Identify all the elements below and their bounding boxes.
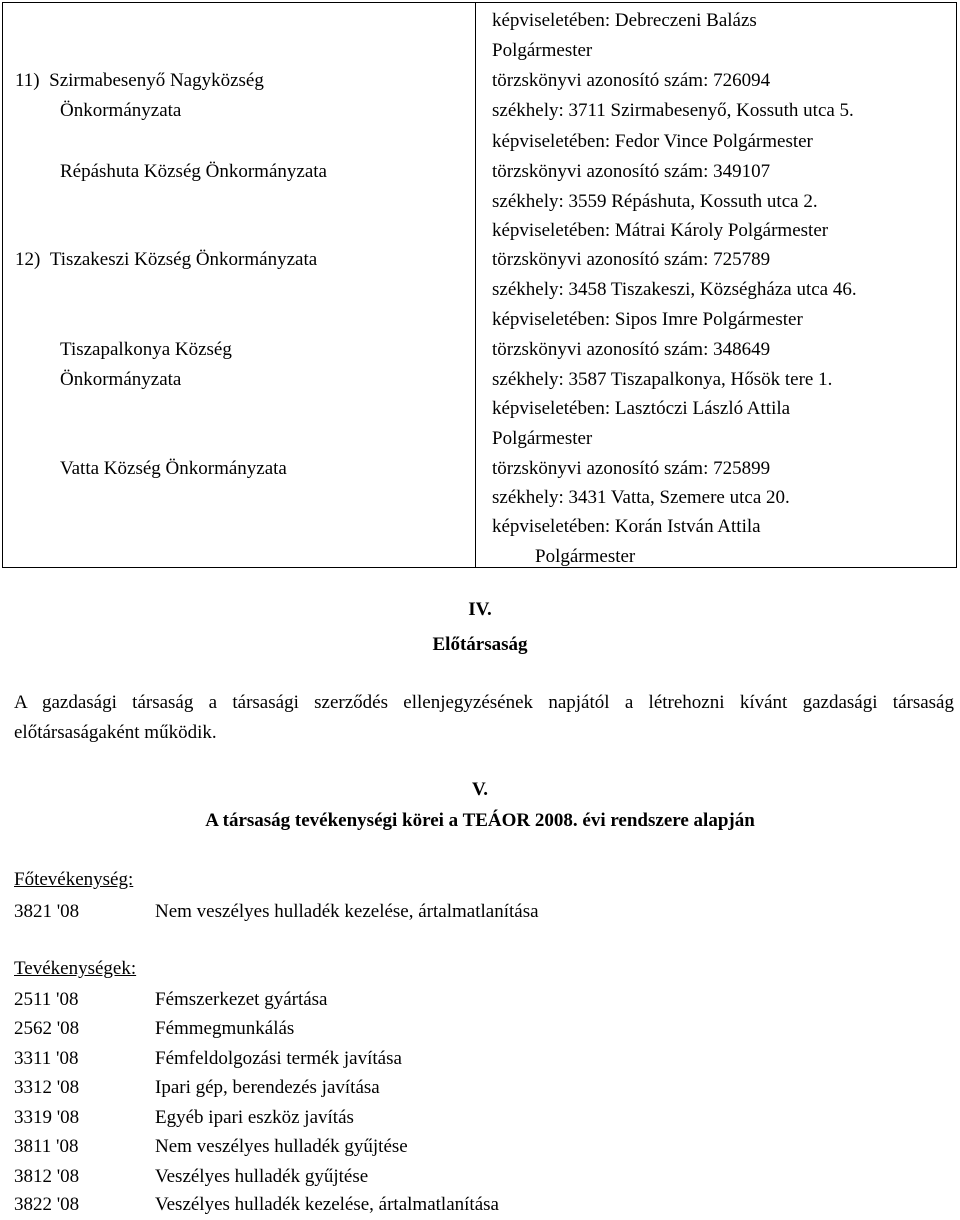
member-name-line: Önkormányzata xyxy=(60,100,182,121)
activity-code: 3812 '08 xyxy=(14,1166,80,1187)
activity-code: 3822 '08 xyxy=(14,1194,80,1215)
detail-line: törzskönyvi azonosító szám: 348649 xyxy=(492,339,771,360)
activity-code: 3311 '08 xyxy=(14,1048,79,1069)
activity-code: 2511 '08 xyxy=(14,989,79,1010)
detail-line: Polgármester xyxy=(492,40,593,61)
members-details-cell xyxy=(476,3,957,568)
detail-line: székhely: 3458 Tiszakeszi, Községháza utca 46. xyxy=(492,279,857,300)
activity-row xyxy=(14,1014,294,1043)
detail-line: képviseletében: Debreczeni Balázs xyxy=(492,10,757,31)
detail-line: törzskönyvi azonosító szám: 725789 xyxy=(492,249,771,270)
member-name-line: Önkormányzata xyxy=(60,369,182,390)
detail-line: székhely: 3587 Tiszapalkonya, Hősök tere 1. xyxy=(492,369,833,390)
detail-line: törzskönyvi azonosító szám: 349107 xyxy=(492,161,771,182)
member-name-line: Vatta Község Önkormányzata xyxy=(60,458,287,479)
activity-code: 3821 '08 xyxy=(14,901,80,922)
main-activity-heading: Főtevékenység: xyxy=(14,869,134,890)
activity-row xyxy=(14,1073,380,1102)
detail-line: Polgármester xyxy=(535,546,636,567)
detail-line: székhely: 3711 Szirmabesenyő, Kossuth utca 5. xyxy=(492,100,854,121)
section-iv-title: Előtársaság xyxy=(432,634,528,655)
detail-line: törzskönyvi azonosító szám: 725899 xyxy=(492,458,771,479)
activity-code: 3811 '08 xyxy=(14,1136,79,1157)
activity-row xyxy=(14,1132,408,1161)
section-v-number: V. xyxy=(471,779,489,800)
activity-row xyxy=(14,1103,354,1132)
activity-row xyxy=(14,1044,402,1073)
detail-line: székhely: 3559 Répáshuta, Kossuth utca 2. xyxy=(492,191,818,212)
activity-code: 2562 '08 xyxy=(14,1018,80,1039)
activity-name: Fémfeldolgozási termék javítása xyxy=(155,1048,402,1069)
main-activity-row xyxy=(14,897,539,926)
activity-name: Fémszerkezet gyártása xyxy=(155,989,328,1010)
activities-heading: Tevékenységek: xyxy=(14,958,137,979)
detail-line: képviseletében: Fedor Vince Polgármester xyxy=(492,131,813,152)
activity-row xyxy=(14,985,328,1014)
member-name-line: 11) Szirmabesenyő Nagyközség xyxy=(15,70,264,91)
activity-name: Veszélyes hulladék gyűjtése xyxy=(155,1166,369,1187)
activity-name: Ipari gép, berendezés javítása xyxy=(155,1077,380,1098)
activity-code: 3312 '08 xyxy=(14,1077,80,1098)
members-names-cell xyxy=(3,3,476,568)
detail-line: képviseletében: Sipos Imre Polgármester xyxy=(492,309,803,330)
section-v-title: A társaság tevékenységi körei a TEÁOR 2008. évi rendszere alapján xyxy=(205,810,755,831)
activity-name: Egyéb ipari eszköz javítás xyxy=(155,1107,354,1128)
activity-name: Fémmegmunkálás xyxy=(155,1018,295,1039)
activity-name: Veszélyes hulladék kezelése, ártalmatlanítása xyxy=(155,1194,499,1215)
section-iv-number: IV. xyxy=(468,599,492,620)
member-name-line: 12) Tiszakeszi Község Önkormányzata xyxy=(15,249,318,270)
detail-line: képviseletében: Korán István Attila xyxy=(492,516,761,537)
detail-line: képviseletében: Lasztóczi László Attila xyxy=(492,398,791,419)
activity-name: Nem veszélyes hulladék kezelése, ártalmatlanítása xyxy=(155,901,539,922)
section-iv-text: A gazdasági társaság a társasági szerződés ellenjegyzésének napjától a létrehozni kívánt gazdasági társaság előtársaságaként működik. xyxy=(14,692,954,743)
members-table xyxy=(2,2,957,568)
detail-line: képviseletében: Mátrai Károly Polgármester xyxy=(492,220,829,241)
detail-line: székhely: 3431 Vatta, Szemere utca 20. xyxy=(492,487,790,508)
activity-row xyxy=(14,1190,499,1219)
activity-row xyxy=(14,1162,368,1191)
activity-name: Nem veszélyes hulladék gyűjtése xyxy=(155,1136,408,1157)
member-name-line: Tiszapalkonya Község xyxy=(60,339,232,360)
detail-line: törzskönyvi azonosító szám: 726094 xyxy=(492,70,771,91)
activity-code: 3319 '08 xyxy=(14,1107,80,1128)
detail-line: Polgármester xyxy=(492,428,593,449)
member-name-line: Répáshuta Község Önkormányzata xyxy=(60,161,327,182)
